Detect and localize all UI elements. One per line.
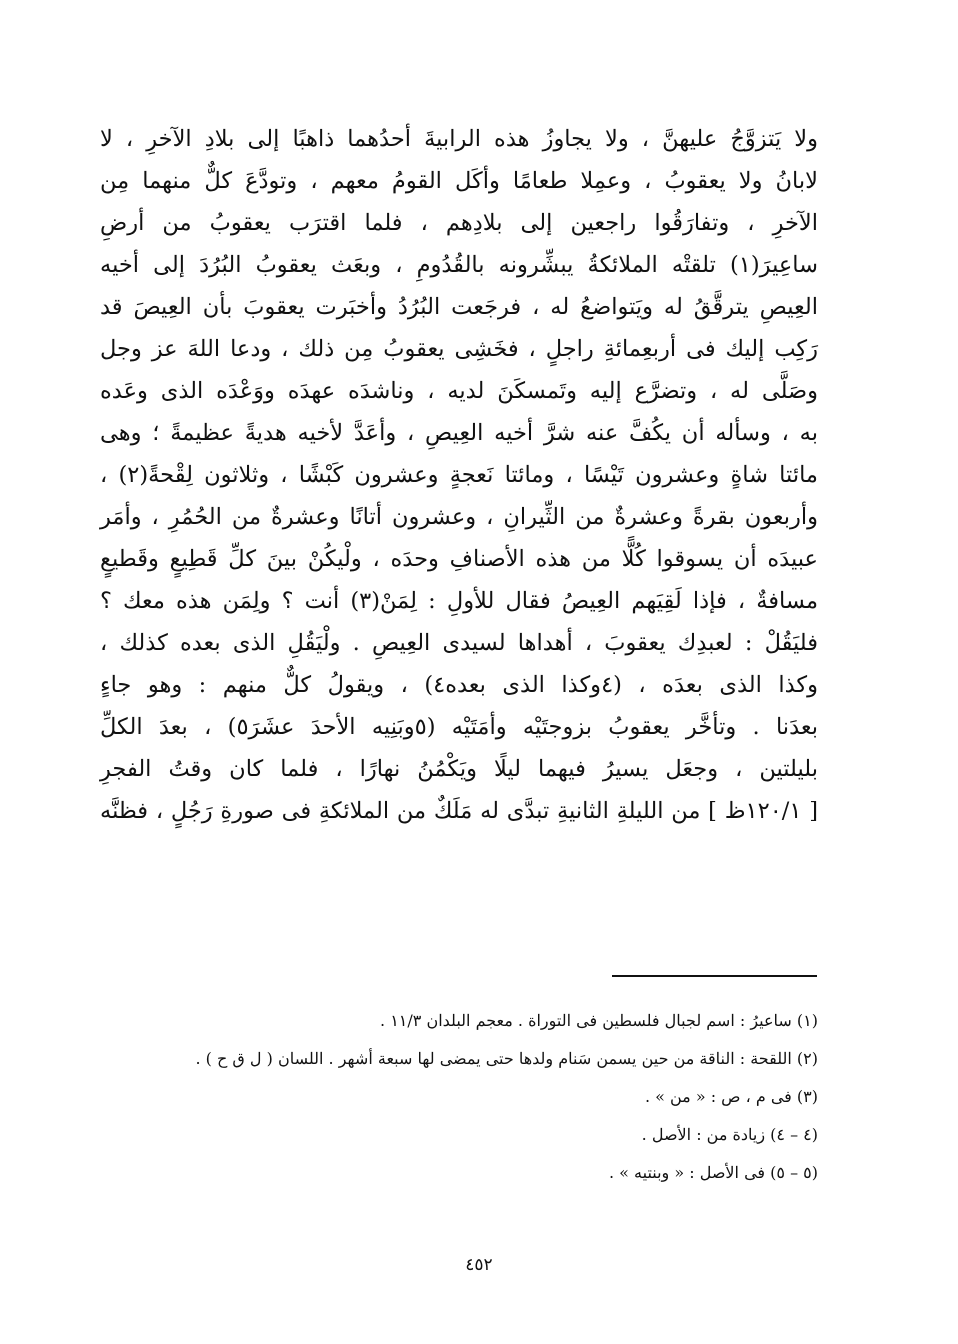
footnote: (٣) فى م ، ص : « من » . <box>644 1087 818 1106</box>
page-number: ٤٥٢ <box>465 1255 493 1275</box>
footnote-separator <box>612 975 817 977</box>
main-text-block <box>100 118 818 832</box>
text-line: عبيدَه أن يسوقوا كُلًّا من هذه الأصنافِ وحدَه ، ولْيكُنْ بينَ كلِّ قَطِيعٍ وقَطيعٍ <box>100 546 818 572</box>
text-line: مائتا شاةٍ وعشرون تَيْسًا ، ومائتا نَعجةٍ وعشرون كَبْشًا ، وثلاثون لِقْحةً(٢) ، <box>100 462 818 488</box>
text-line: وصَلَّى له ، وتضرَّع إليه وتَمسكَنَ لديه ، وناشدَه عهدَه ووَعْدَه الذى وعَده <box>100 378 818 404</box>
text-line: [ ١٢٠/١ظ ] من الليلةِ الثانيةِ تبدَّى له مَلَكٌ من الملائكةِ فى صورةِ رَجُلٍ ، فظنَّه <box>100 798 818 824</box>
text-line: بليلتين ، وجعَل يسيرُ فيهما ليلًا ويَكْمُنُ نهارًا ، فلما كان وقتُ الفجرِ <box>100 756 818 782</box>
footnote: (١) ساعيرُ : اسم لجبال فلسطين فى التوراة . معجم البلدان ١١/٣ . <box>380 1011 818 1030</box>
footnote: (٤ – ٤) زيادة من : الأصل . <box>641 1125 818 1144</box>
text-line: ساعِيرَ(١) تلقتْه الملائكةُ يبشِّرونه بالقُدُومِ ، وبعَث يعقوبُ البُرُدَ إلى أخيه <box>100 252 818 278</box>
footnote: (٥ – ٥) فى الأصل : « وبنتيه » . <box>608 1163 818 1182</box>
text-line: رَكِب إليك فى أربعِمائةِ راجلٍ ، فخَشِى يعقوبُ مِن ذلك ، ودعا اللهَ عز وجل <box>100 336 818 362</box>
footnotes-block <box>100 1002 818 1192</box>
text-line: العِيصِ يترقَّقُ له ويَتواضعُ له ، فرجَعت البُرُدُ وأخبَرت يعقوبَ بأن العِيصَ قد <box>100 294 818 320</box>
text-line: بعدَنا . وتأخَّر يعقوبُ بزوجتَيْه وأمَتَيْه (٥وبَنِيه الأحدَ عشَرَ٥) ، بعدَ الكلِّ <box>100 714 818 740</box>
text-line: ولا يَتزوَّجُ عليهنَّ ، ولا يجاوزُ هذه الرابيةَ أحدُهما ذاهبًا إلى بلادِ الآخرِ ، لا <box>100 126 818 152</box>
text-line: الآخرِ ، وتفارَقُوا راجعين إلى بلادِهم ، فلما اقترَب يعقوبُ من أرضِ <box>100 210 818 236</box>
text-line: مسافةٌ ، فإذا لَقِيَهم العِيصُ فقال للأولِ : لِمَنْ(٣) أنت ؟ ولِمَن هذه معك ؟ <box>100 588 819 614</box>
footnote: (٢) اللقحة : الناقة من حين يسمن سَنام ولدها حتى يمضى لها سبعة أشهر . اللسان ( ل ق ح ) . <box>195 1049 818 1068</box>
text-line: لابانُ ولا يعقوبُ ، وعمِلا طعامًا وأكَل القومُ معهم ، وتودَّعَ كلٌّ منهما مِن <box>100 168 818 194</box>
text-line: فليَقُلْ : لعبدِك يعقوبَ ، أهداها لسيدى العِيصِ . ولْيَقُلِ الذى بعده كذلك ، <box>100 630 818 656</box>
text-line: وكذا الذى بعدَه ، (٤وكذا الذى بعده٤) ، ويقولُ كلٌّ منهم : وهو جاءٍ <box>100 672 819 698</box>
text-line: به ، وسأله أن يكُفَّ عنه شرَّ أخيه العِيصِ ، وأعَدَّ لأخيه هديةً عظيمةً ؛ وهى <box>100 420 818 446</box>
text-line: وأربعون بقرةً وعشرةٌ من الثِّيرانِ ، وعشرون أتانًا وعشرةٌ من الحُمُرِ ، وأمَر <box>100 504 818 530</box>
